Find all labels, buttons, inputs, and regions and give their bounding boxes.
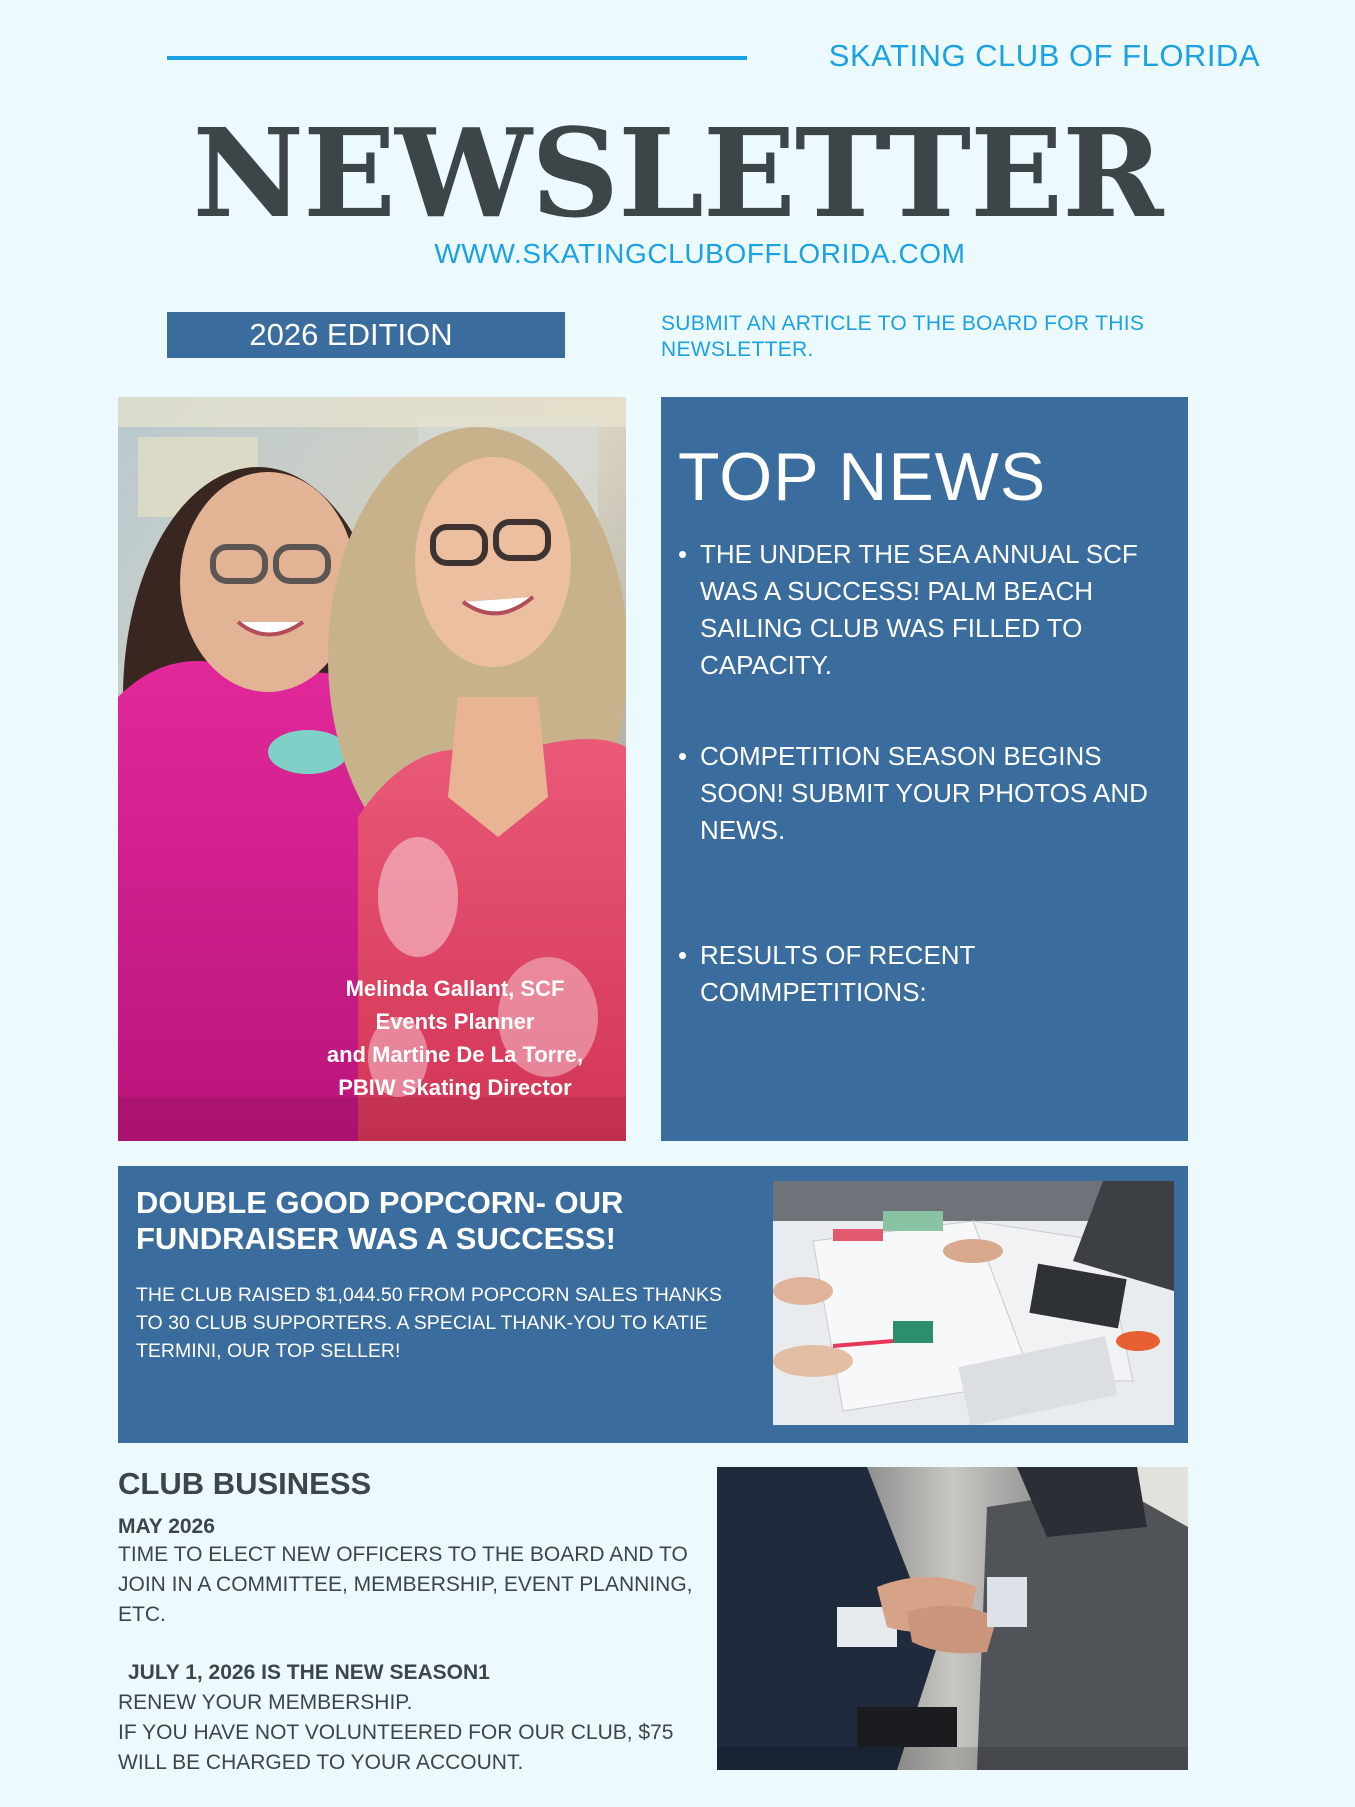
header-rule xyxy=(167,56,747,60)
business-section-heading: MAY 2026 xyxy=(118,1515,215,1538)
club-name: SKATING CLUB OF FLORIDA xyxy=(828,38,1260,73)
bullet-icon: • xyxy=(678,940,688,970)
fundraiser-body: THE CLUB RAISED $1,044.50 FROM POPCORN SALES THANKS TO 30 CLUB SUPPORTERS. A SPECIAL THANK-YOU TO KATIE TERMINI, OUR TOP SELLER! xyxy=(136,1284,722,1362)
fundraiser-photo xyxy=(773,1181,1174,1425)
news-item-text: THE UNDER THE SEA ANNUAL SCF WAS A SUCCESS! PALM BEACH SAILING CLUB WAS FILLED TO CAPACITY. xyxy=(700,539,1138,680)
newsletter-title: NEWSLETTER xyxy=(192,101,1163,245)
news-item xyxy=(678,536,1170,684)
photo-caption xyxy=(290,972,620,1104)
caption-line: Events Planner xyxy=(375,1009,535,1034)
edition-label: 2026 EDITION xyxy=(249,317,453,352)
business-section-body: IF YOU HAVE NOT VOLUNTEERED FOR OUR CLUB, $75 WILL BE CHARGED TO YOUR ACCOUNT. xyxy=(118,1721,674,1774)
caption-line: and Martine De La Torre, xyxy=(326,1042,584,1067)
club-business-title: CLUB BUSINESS xyxy=(118,1466,372,1501)
news-item-text: COMPETITION SEASON BEGINS SOON! SUBMIT YOUR PHOTOS AND NEWS. xyxy=(700,741,1148,845)
business-section-heading: JULY 1, 2026 IS THE NEW SEASON1 xyxy=(128,1661,490,1684)
top-news-title: TOP NEWS xyxy=(678,439,1047,515)
website-link[interactable]: WWW.SKATINGCLUBOFFLORIDA.COM xyxy=(434,238,966,269)
handshake-photo xyxy=(717,1467,1188,1770)
news-item xyxy=(678,937,1170,1011)
submit-note: SUBMIT AN ARTICLE TO THE BOARD FOR THIS NEWSLETTER. xyxy=(661,312,1145,361)
news-item-text: RESULTS OF RECENT COMMPETITIONS: xyxy=(700,940,975,1007)
fundraiser-title: DOUBLE GOOD POPCORN- OUR FUNDRAISER WAS A SUCCESS! xyxy=(136,1185,624,1256)
bullet-icon: • xyxy=(678,539,688,569)
business-section-body: TIME TO ELECT NEW OFFICERS TO THE BOARD AND TO JOIN IN A COMMITTEE, MEMBERSHIP, EVENT PLANNING, ETC. xyxy=(118,1543,693,1626)
caption-line: PBIW Skating Director xyxy=(338,1075,572,1100)
news-item xyxy=(678,738,1170,849)
caption-line: Melinda Gallant, SCF xyxy=(345,976,565,1001)
bullet-icon: • xyxy=(678,741,688,771)
business-section-body: RENEW YOUR MEMBERSHIP. xyxy=(118,1691,413,1714)
